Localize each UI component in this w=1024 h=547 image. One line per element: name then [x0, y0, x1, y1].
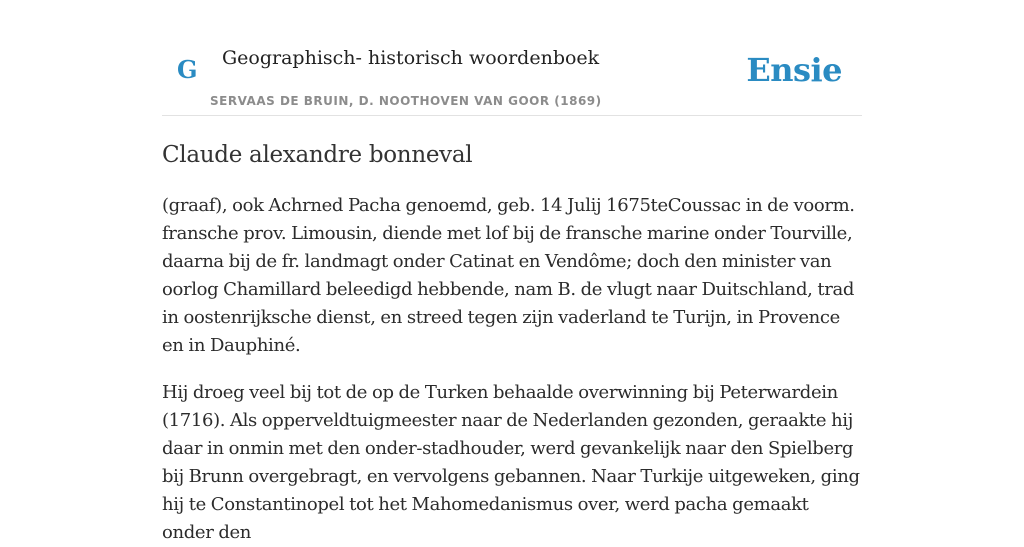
article-title: Claude alexandre bonneval: [162, 142, 473, 168]
book-letter: G: [177, 55, 198, 84]
book-author: SERVAAS DE BRUIN, D. NOOTHOVEN VAN GOOR (1869): [210, 94, 602, 108]
article: [162, 138, 862, 547]
book-title-link[interactable]: Geographisch- historisch woordenboek: [222, 47, 600, 69]
article-paragraph: Hij droeg veel bij tot de op de Turken behaalde overwinning bij Peterwardein (1716). Als opperveldtuigmeester naar de Nederlanden gezonden, geraakte hij daar in onmin met den onder-stadhouder, werd gevankelijk naar den Spielberg bij Brunn overgebragt, en vervolgens gebannen. Naar Turkije uitgeweken, ging hij te Constantinopel tot het Mahomedanismus over, werd pacha gemaakt onder den: [162, 382, 860, 543]
book-header: [162, 0, 862, 116]
article-paragraph: (graaf), ook Achrned Pacha genoemd, geb. 14 Julij 1675teCoussac in de voorm. fransche prov. Limousin, diende met lof bij de fransche marine onder Tourville, daarna bij de fr. landmagt onder Catinat en Vendôme; doch den minister van oorlog Chamillard beleedigd hebbende, nam B. de vlugt naar Duitschland, trad in oostenrijksche dienst, en streed tegen zijn vaderland te Turijn, in Provence en in Dauphiné.: [162, 195, 855, 356]
brand-logo[interactable]: Ensie: [746, 51, 842, 89]
